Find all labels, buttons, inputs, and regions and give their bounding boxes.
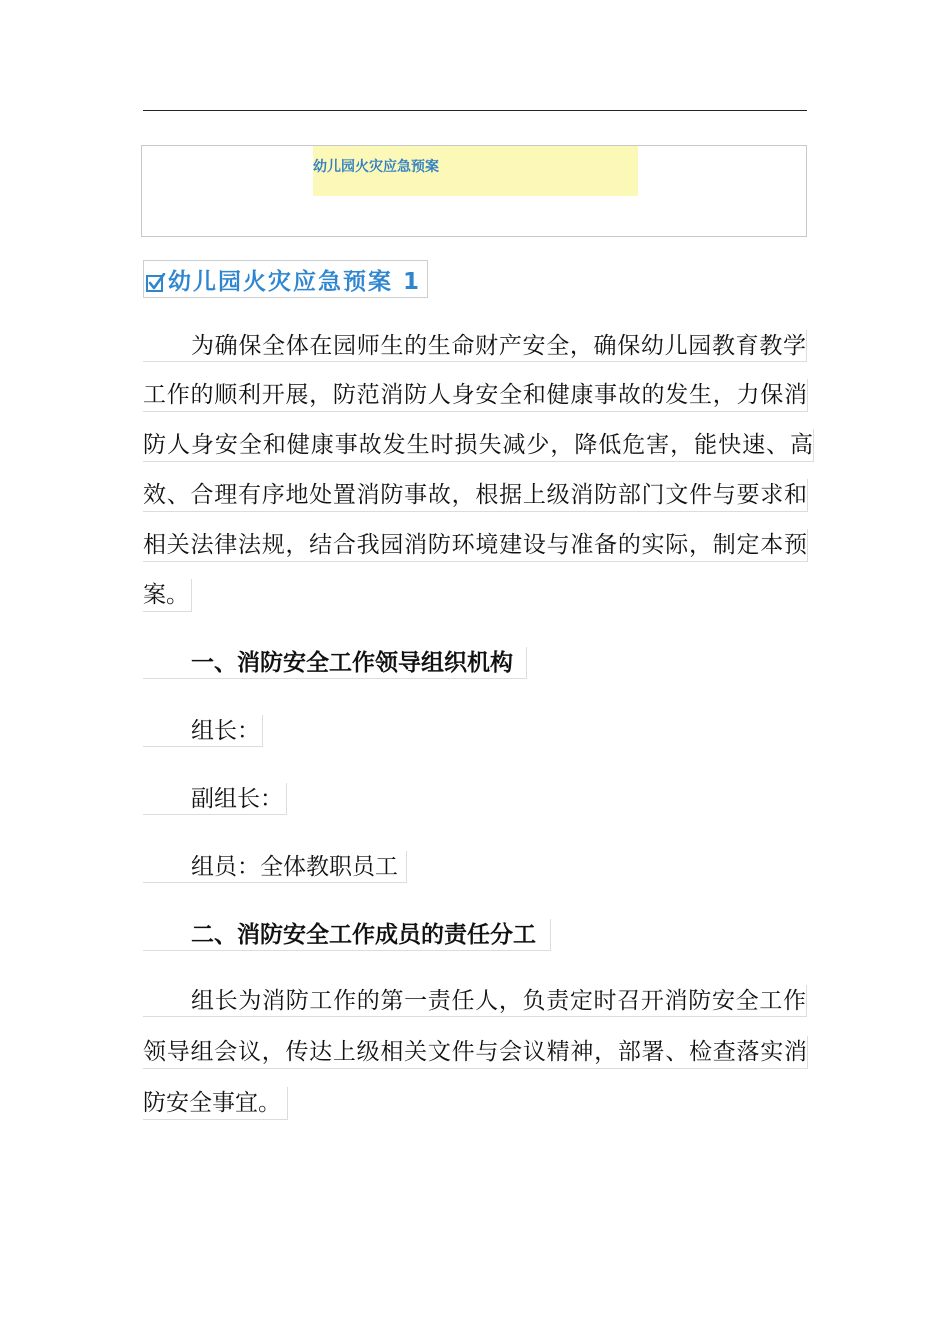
leader-line: 组长： — [143, 715, 263, 747]
deputy-line: 副组长： — [143, 783, 287, 815]
paragraph-line: 领导组会议，传达上级相关文件与会议精神，部署、检查落实消 — [143, 1036, 808, 1069]
paragraph-line: 相关法律法规，结合我园消防环境建设与准备的实际，制定本预 — [143, 529, 808, 562]
paragraph-line: 防人身安全和健康事故发生时损失减少，降低危害，能快速、高 — [143, 429, 814, 462]
section-title: 二、消防安全工作成员的责任分工 — [143, 919, 551, 951]
paragraph-line: 为确保全体在园师生的生命财产安全，确保幼儿园教育教学 — [143, 330, 807, 362]
members-line: 组员：全体教职员工 — [143, 851, 407, 883]
paragraph-line: 防安全事宜。 — [143, 1087, 288, 1120]
section-title: 一、消防安全工作领导组织机构 — [143, 647, 527, 679]
heading-text: 幼儿园火灾应急预案 1 — [168, 268, 422, 295]
paragraph-line: 组长为消防工作的第一责任人，负责定时召开消防安全工作 — [143, 985, 807, 1017]
running-header — [141, 145, 807, 237]
paragraph-line: 案。 — [143, 579, 192, 612]
paragraph-line: 效、合理有序地处置消防事故，根据上级消防部门文件与要求和 — [143, 479, 808, 512]
top-rule — [143, 110, 807, 111]
paragraph-line: 工作的顺利开展，防范消防人身安全和健康事故的发生，力保消 — [143, 379, 808, 412]
document-heading — [143, 260, 428, 298]
checkbox-checked-icon — [146, 273, 166, 293]
header-title: 幼儿园火灾应急预案 — [313, 159, 439, 175]
